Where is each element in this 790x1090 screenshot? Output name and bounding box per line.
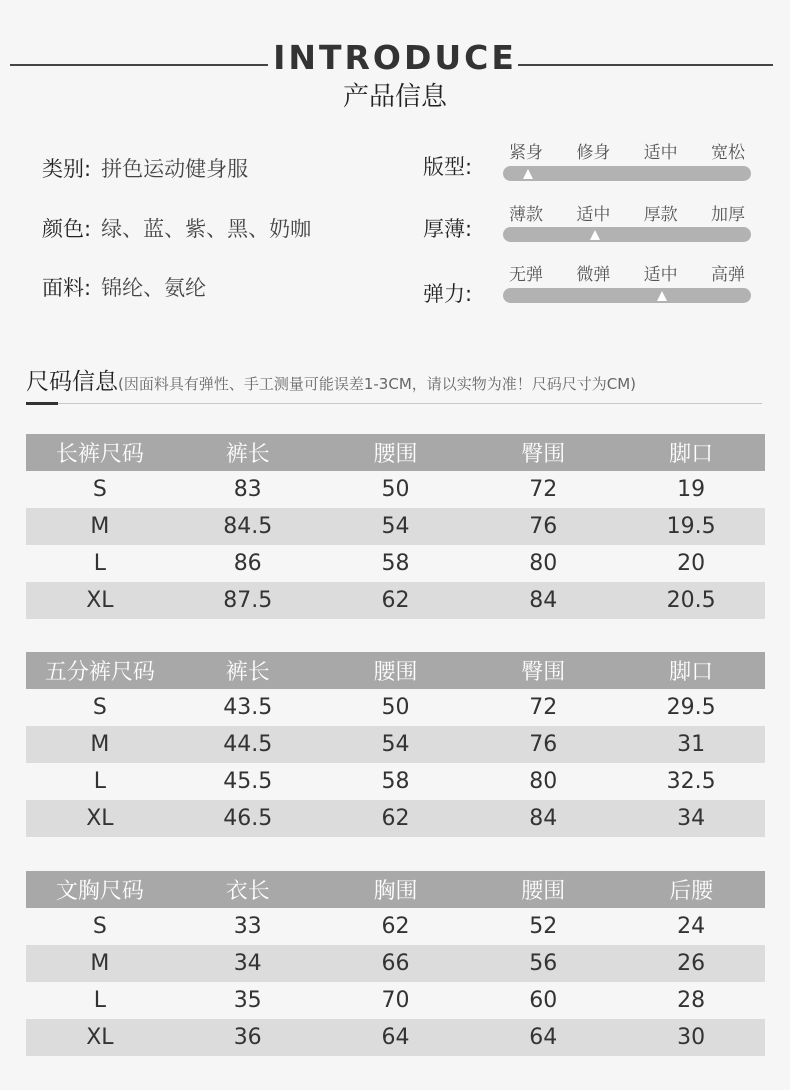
scale-option: 高弹 <box>710 265 745 285</box>
column-header: 脚口 <box>617 652 765 689</box>
table-header-row <box>26 652 765 689</box>
table-cell: L <box>93 769 107 794</box>
table-cell: 46.5 <box>174 800 322 837</box>
section-divider-accent <box>26 402 58 405</box>
table-cell: XL <box>26 582 174 619</box>
scale-option: 厚款 <box>643 205 678 225</box>
table-cell: 54 <box>322 726 470 763</box>
table-cell: 35 <box>233 988 262 1013</box>
table-cell: 34 <box>174 945 322 982</box>
table-row <box>26 508 765 545</box>
table-cell: M <box>26 945 174 982</box>
scale-thickness-label: 厚薄: <box>423 217 473 241</box>
column-header: 裤长 <box>174 652 322 689</box>
table-cell: 72 <box>529 477 558 502</box>
table-cell: 70 <box>381 988 410 1013</box>
attr-value: 绿、蓝、紫、黑、奶咖 <box>101 217 312 241</box>
table-cell: 86 <box>233 551 262 576</box>
table-row <box>26 726 765 763</box>
size-table-shorts <box>26 652 765 837</box>
scale-thickness-options <box>503 204 751 226</box>
scale-option: 紧身 <box>509 143 543 163</box>
scale-option: 无弹 <box>509 265 543 285</box>
table-cell: 66 <box>322 945 470 982</box>
table-cell: S <box>92 914 107 939</box>
column-header: 腰围 <box>322 652 470 689</box>
scale-thickness-track <box>503 227 751 242</box>
attr-label: 颜色: <box>42 217 92 241</box>
table-cell: L <box>93 988 107 1013</box>
table-header-row <box>26 871 765 908</box>
scale-elasticity-indicator <box>657 291 667 301</box>
attr-label: 面料: <box>42 276 92 300</box>
table-cell: 58 <box>381 551 410 576</box>
table-cell: 33 <box>233 914 262 939</box>
table-cell: 56 <box>469 945 617 982</box>
table-cell: 76 <box>469 726 617 763</box>
scale-option: 修身 <box>576 143 611 163</box>
table-cell: 60 <box>529 988 558 1013</box>
table-cell: M <box>26 726 174 763</box>
page-title: INTRODUCE <box>273 38 517 77</box>
table-cell: 34 <box>617 800 765 837</box>
table-cell: 20 <box>677 551 706 576</box>
size-section-note: (因面料具有弹性、手工测量可能误差1-3CM，请以实物为准！尺码尺寸为CM) <box>118 375 637 393</box>
column-header: 臀围 <box>469 652 617 689</box>
column-header: 文胸尺码 <box>26 871 174 908</box>
table-row <box>26 945 765 982</box>
column-header: 腰围 <box>322 434 470 471</box>
table-cell: 28 <box>677 988 706 1013</box>
table-row <box>26 800 765 837</box>
column-header: 后腰 <box>617 871 765 908</box>
attr-value: 拼色运动健身服 <box>101 157 249 181</box>
table-cell: 26 <box>617 945 765 982</box>
table-cell: M <box>26 508 174 545</box>
table-cell: 54 <box>322 508 470 545</box>
scale-fit-options <box>503 142 751 164</box>
column-header: 脚口 <box>617 434 765 471</box>
table-cell: 80 <box>529 769 558 794</box>
table-cell: XL <box>26 800 174 837</box>
table-row <box>26 982 765 1019</box>
scale-elasticity-track <box>503 288 751 303</box>
table-cell: 76 <box>469 508 617 545</box>
attr-value: 锦纶、氨纶 <box>101 276 207 300</box>
scale-option: 适中 <box>576 205 611 225</box>
scale-fit-indicator <box>523 169 533 179</box>
page-subtitle: 产品信息 <box>342 82 447 112</box>
scale-option: 适中 <box>643 143 678 163</box>
size-table-long-pants <box>26 434 765 619</box>
table-cell: 36 <box>174 1019 322 1056</box>
scale-option: 宽松 <box>710 143 745 163</box>
table-header-row <box>26 434 765 471</box>
table-cell: 62 <box>322 582 470 619</box>
attr-label: 类别: <box>42 157 92 181</box>
table-cell: XL <box>26 1019 174 1056</box>
table-cell: 87.5 <box>174 582 322 619</box>
table-cell: 32.5 <box>666 769 716 794</box>
table-cell: L <box>93 551 107 576</box>
table-cell: 50 <box>381 695 410 720</box>
table-cell: 50 <box>381 477 410 502</box>
scale-option: 适中 <box>643 265 678 285</box>
table-cell: 84 <box>469 582 617 619</box>
scale-elasticity-label: 弹力: <box>423 282 473 306</box>
table-row <box>26 1019 765 1056</box>
table-cell: 58 <box>381 769 410 794</box>
column-header: 长裤尺码 <box>26 434 174 471</box>
scale-fit-label: 版型: <box>423 155 473 179</box>
scale-option: 微弹 <box>576 265 611 285</box>
column-header: 裤长 <box>174 434 322 471</box>
table-cell: 64 <box>322 1019 470 1056</box>
scale-elasticity-options <box>503 264 751 286</box>
column-header: 胸围 <box>322 871 470 908</box>
table-cell: S <box>92 477 107 502</box>
section-divider <box>26 403 762 404</box>
table-cell: S <box>92 695 107 720</box>
table-cell: 52 <box>529 914 558 939</box>
table-cell: 24 <box>677 914 706 939</box>
table-cell: 84 <box>469 800 617 837</box>
table-cell: 20.5 <box>617 582 765 619</box>
scale-thickness-indicator <box>590 230 600 240</box>
size-section-title: 尺码信息 <box>26 369 118 395</box>
attr-color <box>42 214 311 244</box>
table-cell: 72 <box>529 695 558 720</box>
table-cell: 19.5 <box>617 508 765 545</box>
scale-fit-track <box>503 166 751 181</box>
column-header: 五分裤尺码 <box>26 652 174 689</box>
attr-category <box>42 154 248 184</box>
table-cell: 44.5 <box>174 726 322 763</box>
table-row <box>26 908 765 945</box>
column-header: 腰围 <box>469 871 617 908</box>
table-cell: 31 <box>617 726 765 763</box>
size-section-heading <box>26 367 636 399</box>
table-row <box>26 582 765 619</box>
table-cell: 62 <box>322 800 470 837</box>
column-header: 衣长 <box>174 871 322 908</box>
attr-fabric <box>42 273 206 303</box>
table-row <box>26 545 765 582</box>
table-cell: 30 <box>617 1019 765 1056</box>
table-cell: 19 <box>677 477 706 502</box>
table-cell: 45.5 <box>223 769 273 794</box>
table-cell: 83 <box>233 477 262 502</box>
size-table-bra <box>26 871 765 1056</box>
table-cell: 64 <box>469 1019 617 1056</box>
table-cell: 62 <box>381 914 410 939</box>
table-cell: 80 <box>529 551 558 576</box>
table-cell: 29.5 <box>666 695 716 720</box>
table-row <box>26 763 765 800</box>
table-cell: 84.5 <box>174 508 322 545</box>
table-row <box>26 471 765 508</box>
table-row <box>26 689 765 726</box>
scale-option: 加厚 <box>710 205 745 225</box>
scale-option: 薄款 <box>509 205 543 225</box>
column-header: 臀围 <box>469 434 617 471</box>
table-cell: 43.5 <box>223 695 273 720</box>
